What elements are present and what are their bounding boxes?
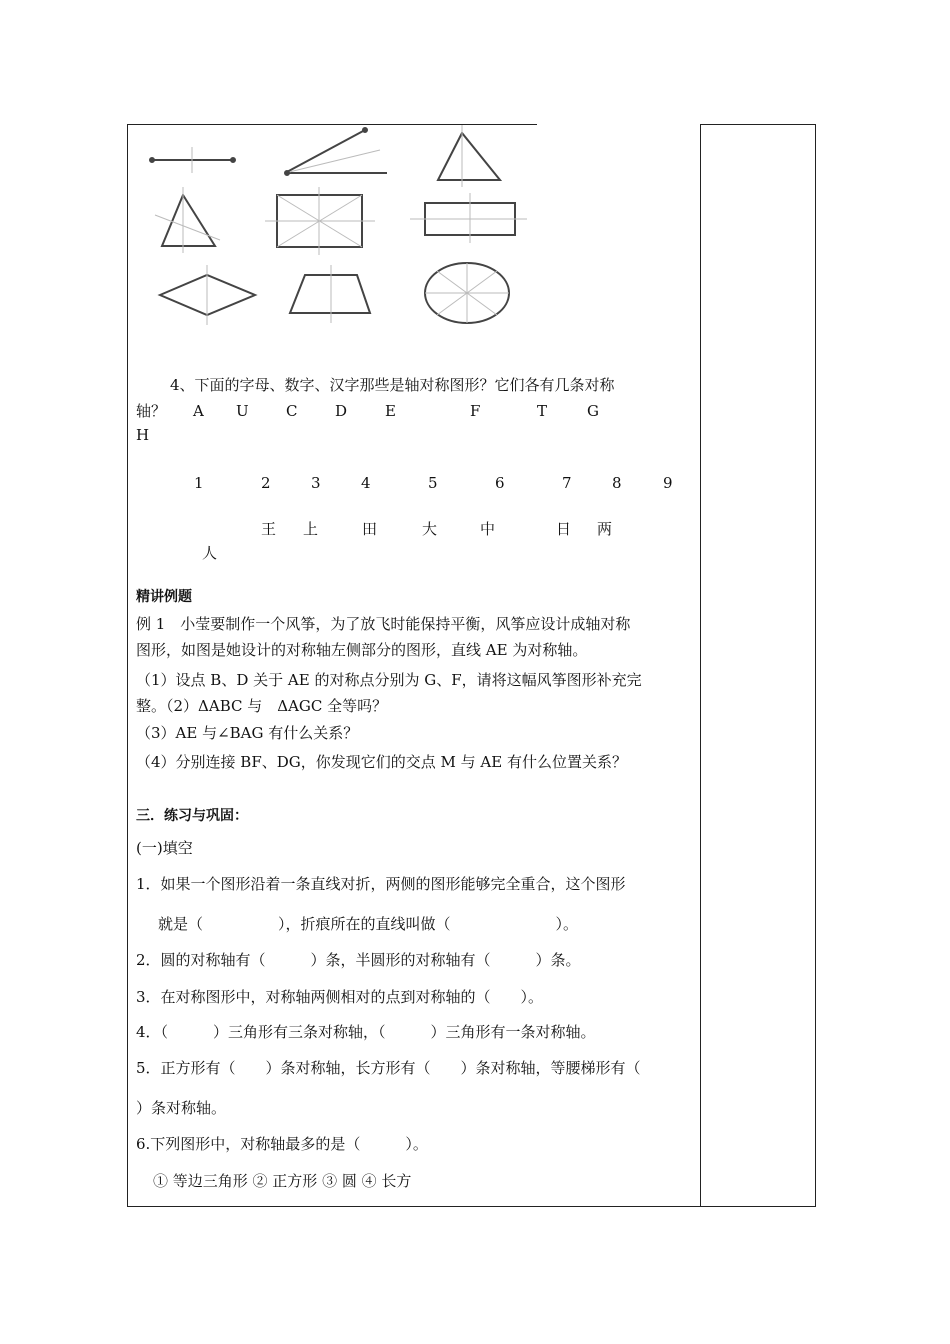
number: 7 <box>562 474 572 492</box>
letter: E <box>385 402 396 420</box>
practice-q1-line2: 就是（ ），折痕所在的直线叫做（ ）。 <box>158 915 579 933</box>
letter: C <box>286 402 298 420</box>
example-line-1: 例 1 小莹要制作一个风筝，为了放飞时能保持平衡，风筝应设计成轴对称 <box>136 615 631 633</box>
q4-line1: 4、下面的字母、数字、汉字那些是轴对称图形？它们各有几条对称 <box>170 376 615 394</box>
number: 9 <box>663 474 673 492</box>
letter: G <box>587 402 599 420</box>
figures-grid <box>135 125 535 345</box>
practice-q6: 6.下列图形中，对称轴最多的是（ ）。 <box>136 1135 428 1153</box>
hanzi: 上 <box>303 520 319 538</box>
hanzi: 王 <box>261 520 277 538</box>
angle-figure <box>285 128 387 175</box>
letter: F <box>470 402 481 420</box>
square-figure <box>265 187 375 255</box>
example-line-4: 整。（2）ΔABC 与 ΔAGC 全等吗？ <box>136 697 388 715</box>
hanzi: 两 <box>597 520 613 538</box>
trapezoid-figure <box>290 265 370 323</box>
example-line-2: 图形，如图是她设计的对称轴左侧部分的图形，直线 AE 为对称轴。 <box>136 641 588 659</box>
practice-heading: 三．练习与巩固： <box>136 808 248 824</box>
rectangle-figure <box>410 193 527 243</box>
circle-figure <box>425 263 509 323</box>
letter-last: H <box>136 426 150 444</box>
table-border-left <box>127 124 128 1207</box>
number: 6 <box>495 474 505 492</box>
table-border-middle <box>700 124 701 1207</box>
number: 2 <box>261 474 271 492</box>
practice-q4: 4．（ ）三角形有三条对称轴，（ ）三角形有一条对称轴。 <box>136 1023 596 1041</box>
hanzi: 日 <box>556 520 572 538</box>
table-border-top-right <box>700 124 816 125</box>
table-border-right <box>815 124 816 1207</box>
practice-q3: 3．在对称图形中，对称轴两侧相对的点到对称轴的（ ）。 <box>136 988 544 1006</box>
letter: D <box>335 402 348 420</box>
number: 3 <box>311 474 321 492</box>
practice-q1-line1: 1．如果一个图形沿着一条直线对折，两侧的图形能够完全重合，这个图形 <box>136 875 626 893</box>
hanzi: 大 <box>422 520 438 538</box>
hanzi-last: 人 <box>202 544 218 562</box>
segment-figure <box>150 147 235 173</box>
practice-q2: 2．圆的对称轴有（ ）条，半圆形的对称轴有（ ）条。 <box>136 951 581 969</box>
example-heading: 精讲例题 <box>136 589 192 605</box>
practice-q5-line1: 5．正方形有（ ）条对称轴，长方形有（ ）条对称轴，等腰梯形有（ <box>136 1059 641 1077</box>
practice-q6-options: ① 等边三角形 ② 正方形 ③ 圆 ④ 长方 <box>153 1172 412 1190</box>
equilateral-triangle-figure <box>155 187 220 253</box>
q4-line2-prefix: 轴？ <box>136 402 167 420</box>
example-line-6: （4）分别连接 BF、DG，你发现它们的交点 M 与 AE 有什么位置关系？ <box>136 753 627 771</box>
example-line-5: （3）AE 与∠BAG 有什么关系？ <box>136 724 359 742</box>
number: 5 <box>428 474 438 492</box>
number: 8 <box>612 474 622 492</box>
number: 4 <box>361 474 371 492</box>
practice-subheading: (一)填空 <box>136 839 193 857</box>
letter: T <box>537 402 548 420</box>
hanzi: 中 <box>480 520 496 538</box>
rhombus-figure <box>160 265 255 325</box>
number: 1 <box>194 474 204 492</box>
table-border-bottom <box>127 1206 816 1207</box>
isosceles-triangle-figure <box>438 125 500 187</box>
practice-q5-line2: ）条对称轴。 <box>136 1099 227 1117</box>
example-line-3: （1）设点 B、D 关于 AE 的对称点分别为 G、F，请将这幅风筝图形补充完 <box>136 671 642 689</box>
letter: A <box>193 402 204 420</box>
letter: U <box>236 402 249 420</box>
hanzi: 田 <box>362 520 378 538</box>
